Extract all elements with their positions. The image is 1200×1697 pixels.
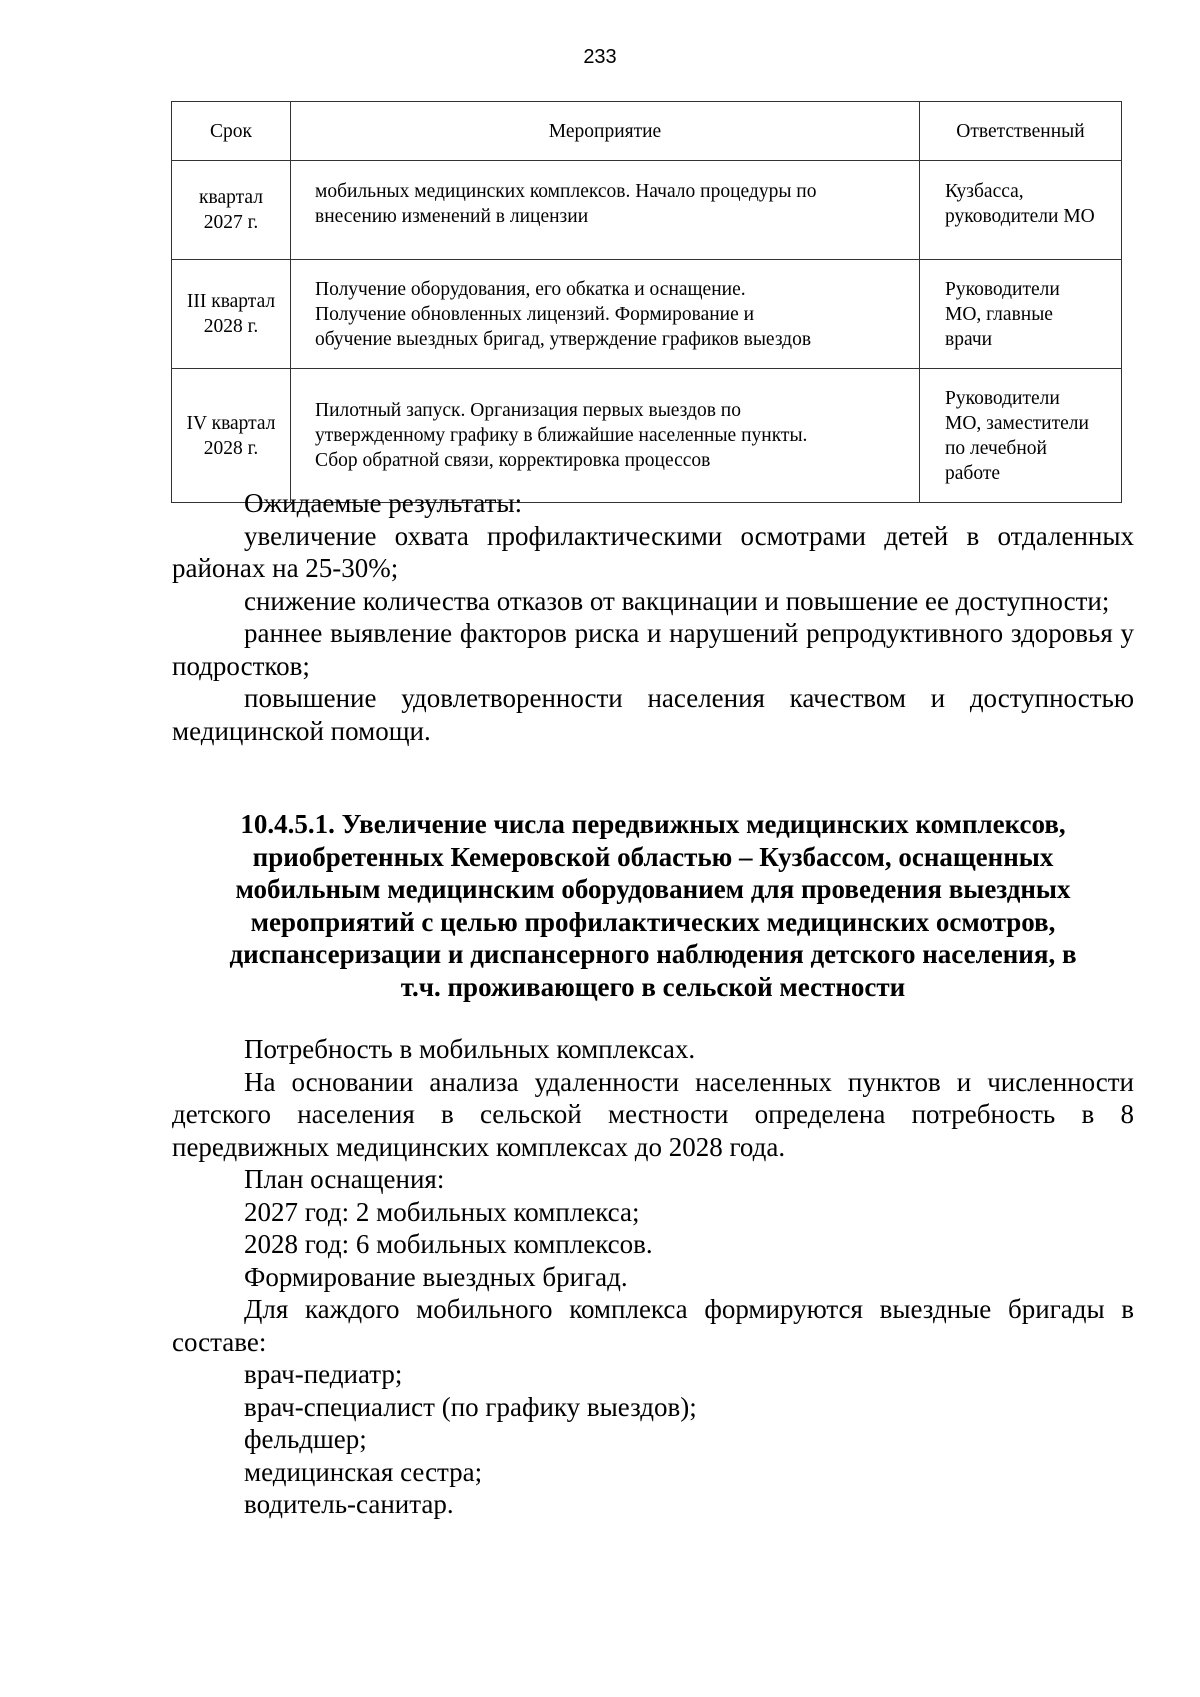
result-item: снижение количества отказов от вакцинации и повышение ее доступности; bbox=[244, 585, 1110, 616]
cell-responsible bbox=[920, 369, 1122, 503]
result-item: повышение удовлетворенности населения качеством и доступностью медицинской помощи. bbox=[172, 683, 1134, 746]
plan-item: 2027 год: 2 мобильных комплекса; bbox=[244, 1196, 640, 1227]
cell-line: утвержденному графику в ближайшие населенные пункты. bbox=[315, 425, 808, 446]
cell-event bbox=[291, 161, 920, 260]
results-label: Ожидаемые результаты: bbox=[244, 488, 523, 518]
need-text: На основании анализа удаленности населенных пунктов и численности детского населения в сельской местности определена потребность в 8 передвижных медицинских комплексах до 2028 года. bbox=[172, 1066, 1134, 1162]
heading-line: мобильным медицинским оборудованием для проведения выездных bbox=[235, 874, 1071, 905]
page-number: 233 bbox=[583, 46, 617, 68]
header-event: Мероприятие bbox=[291, 102, 920, 161]
plan-label: План оснащения: bbox=[244, 1164, 445, 1194]
need-label: Потребность в мобильных комплексах. bbox=[244, 1034, 696, 1064]
expected-results bbox=[172, 487, 1134, 747]
heading-line: диспансеризации и диспансерного наблюдения детского населения, в bbox=[229, 939, 1077, 970]
staff-item: врач-специалист (по графику выездов); bbox=[244, 1391, 697, 1422]
section-body bbox=[172, 1033, 1134, 1521]
cell-event bbox=[291, 260, 920, 369]
header-term: Срок bbox=[172, 102, 291, 161]
plan-item: 2028 год: 6 мобильных комплексов. bbox=[244, 1229, 653, 1259]
cell-line: по лечебной bbox=[945, 437, 1047, 459]
cell-line: руководители МО bbox=[945, 206, 1095, 227]
cell-line: работе bbox=[945, 462, 1000, 484]
staff-item: врач-педиатр; bbox=[244, 1359, 403, 1389]
cell-line: МО, заместители bbox=[945, 412, 1089, 434]
cell-line: МО, главные bbox=[945, 303, 1053, 325]
cell-line: IV квартал bbox=[186, 412, 276, 434]
staff-item: медицинская сестра; bbox=[244, 1456, 483, 1487]
cell-line: Кузбасса, bbox=[945, 181, 1024, 202]
cell-term bbox=[172, 260, 291, 369]
cell-event bbox=[291, 369, 920, 503]
cell-line: 2028 г. bbox=[203, 437, 259, 459]
heading-line: мероприятий с целью профилактических медицинских осмотров, bbox=[250, 906, 1056, 937]
cell-responsible bbox=[920, 161, 1122, 260]
result-item: увеличение охвата профилактическими осмотрами детей в отдаленных районах на 25-30%; bbox=[172, 520, 1134, 583]
cell-responsible bbox=[920, 260, 1122, 369]
cell-line: 2028 г. bbox=[203, 316, 259, 337]
brigades-text: Для каждого мобильного комплекса формируются выездные бригады в составе: bbox=[172, 1294, 1134, 1357]
cell-line: III квартал bbox=[186, 291, 276, 312]
table-row bbox=[172, 369, 1122, 503]
cell-line: врачи bbox=[945, 328, 993, 350]
cell-line: обучение выездных бригад, утверждение графиков выездов bbox=[315, 328, 812, 350]
cell-term bbox=[172, 161, 291, 260]
heading-line: 10.4.5.1. Увеличение числа передвижных медицинских комплексов, bbox=[240, 809, 1066, 839]
cell-line: Пилотный запуск. Организация первых выездов по bbox=[315, 400, 741, 421]
cell-line: квартал bbox=[199, 187, 263, 208]
brigades-label: Формирование выездных бригад. bbox=[244, 1261, 628, 1292]
header-responsible: Ответственный bbox=[920, 102, 1122, 161]
heading-line: приобретенных Кемеровской областью – Кузбассом, оснащенных bbox=[252, 841, 1054, 872]
cell-term bbox=[172, 369, 291, 503]
staff-item: фельдшер; bbox=[244, 1424, 367, 1454]
cell-line: Руководители bbox=[945, 278, 1060, 300]
section-heading bbox=[172, 808, 1134, 1004]
cell-line: Руководители bbox=[945, 387, 1060, 409]
schedule-table bbox=[171, 101, 1122, 503]
cell-line: внесению изменений в лицензии bbox=[315, 206, 589, 227]
result-item: раннее выявление факторов риска и нарушений репродуктивного здоровья у подростков; bbox=[172, 618, 1134, 681]
table-header-row bbox=[172, 102, 1122, 161]
heading-line: т.ч. проживающего в сельской местности bbox=[400, 971, 906, 1002]
table-row bbox=[172, 161, 1122, 260]
cell-line: мобильных медицинских комплексов. Начало процедуры по bbox=[315, 181, 817, 202]
cell-line: 2027 г. bbox=[203, 212, 259, 233]
staff-item: водитель-санитар. bbox=[244, 1489, 454, 1519]
cell-line: Сбор обратной связи, корректировка процессов bbox=[315, 450, 711, 471]
cell-line: Получение обновленных лицензий. Формирование и bbox=[315, 303, 755, 325]
cell-line: Получение оборудования, его обкатка и оснащение. bbox=[315, 278, 746, 300]
table-row bbox=[172, 260, 1122, 369]
